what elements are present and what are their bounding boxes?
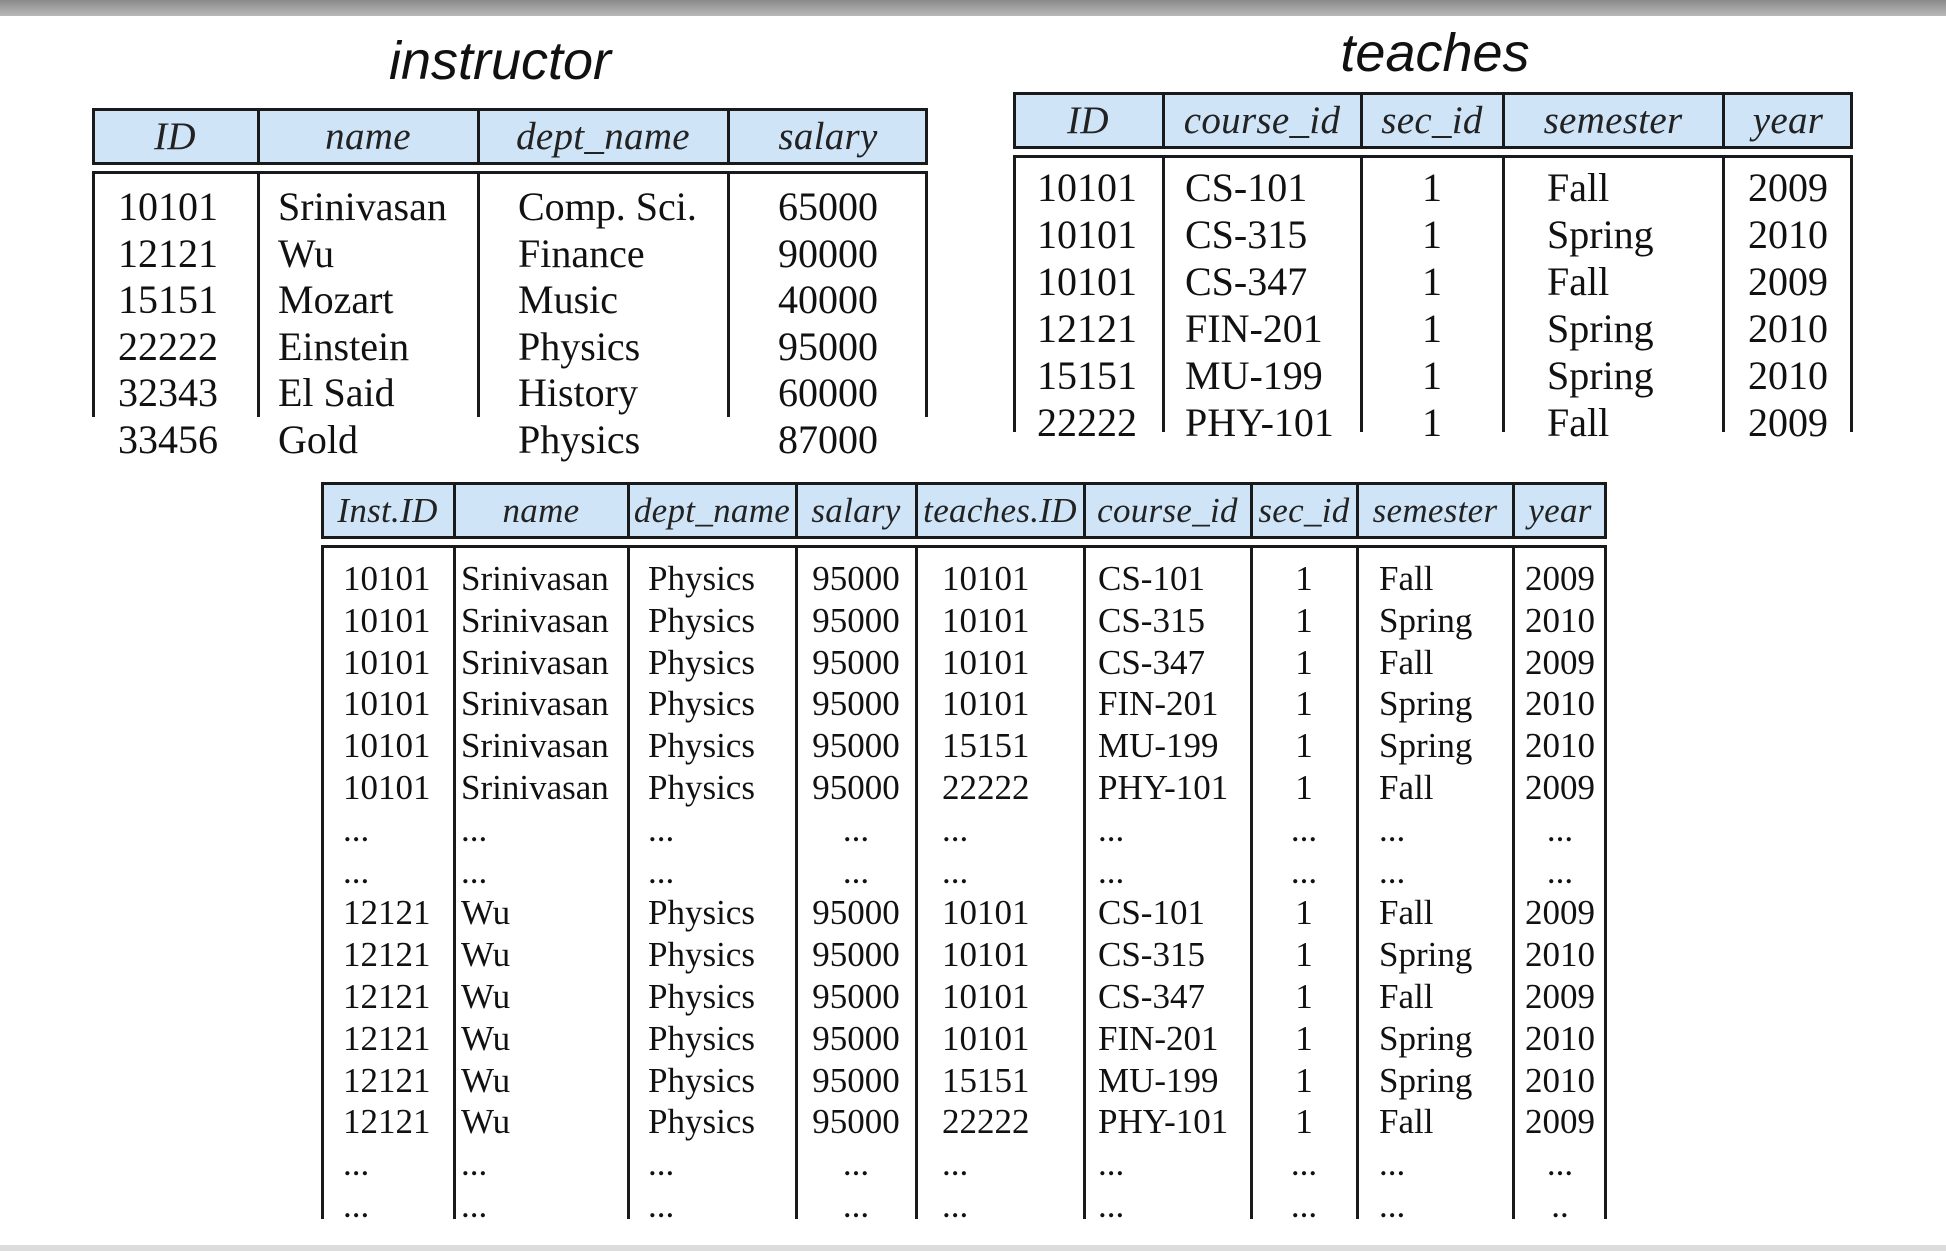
cell-id: 12121 [118, 230, 218, 276]
instructor-table [92, 108, 928, 462]
table-row [324, 683, 1604, 725]
cell-name: Wu [461, 893, 511, 933]
teaches-header-row [1013, 92, 1853, 149]
cell-dept-name: Physics [648, 1102, 755, 1142]
teaches-column-header-id: ID [1067, 99, 1109, 142]
cell-sec-id: 1 [1295, 684, 1313, 724]
cell-inst-id: 12121 [343, 893, 431, 933]
cell-name: Wu [461, 1102, 511, 1142]
cell-sec-id: ... [1290, 1144, 1318, 1184]
table-row [324, 1101, 1604, 1143]
cell-inst-id: 10101 [343, 768, 431, 807]
cell-year: 2010 [1748, 353, 1828, 398]
cell-semester: Spring [1547, 306, 1654, 351]
cell-id: 15151 [1037, 353, 1137, 398]
header-column-divider [1360, 95, 1363, 146]
cell-dept-name: Physics [648, 726, 755, 766]
cell-sec-id: 1 [1295, 1102, 1313, 1142]
header-column-divider [1083, 485, 1086, 536]
cell-id: 10101 [1037, 165, 1137, 210]
cell-salary: ... [842, 1186, 870, 1225]
cell-teaches-id: ... [942, 809, 969, 849]
cell-id: 12121 [1037, 306, 1137, 351]
cell-id: 10101 [1037, 259, 1137, 304]
cell-inst-id: 10101 [343, 600, 431, 640]
cell-name: Srinivasan [461, 684, 609, 724]
cell-name: Srinivasan [278, 184, 447, 229]
cell-name: ... [461, 1144, 488, 1184]
cell-sec-id: ... [1290, 1186, 1318, 1225]
cell-name: ... [461, 1186, 488, 1225]
table-row [324, 600, 1604, 642]
cartesian-product-table [321, 482, 1607, 1225]
product-column-header-dept-name: dept_name [633, 490, 791, 530]
cell-dept-name: Physics [648, 684, 755, 724]
header-column-divider [1162, 95, 1165, 146]
cell-dept-name: Physics [648, 600, 755, 640]
cell-sec-id: 1 [1295, 600, 1313, 640]
cell-dept-name: Physics [518, 416, 641, 462]
cell-course-id: CS-347 [1098, 977, 1205, 1016]
table-row [95, 277, 925, 324]
cell-semester: Spring [1547, 212, 1654, 257]
table-row [324, 809, 1604, 851]
cell-course-id: ... [1098, 809, 1125, 849]
cell-semester: Spring [1547, 353, 1654, 398]
cell-inst-id: 10101 [343, 726, 431, 766]
cell-year: 2010 [1525, 684, 1595, 724]
product-header-row [321, 482, 1607, 539]
product-column-header-semester: semester [1372, 490, 1498, 530]
cell-sec-id: 1 [1295, 977, 1313, 1016]
header-column-divider [1512, 485, 1515, 536]
cell-semester: ... [1379, 809, 1406, 849]
table-row [1016, 352, 1850, 399]
cell-dept-name: Physics [648, 893, 755, 933]
cell-teaches-id: ... [942, 851, 969, 891]
instructor-column-header-name: name [325, 115, 411, 158]
cell-course-id: PHY-101 [1185, 400, 1334, 445]
table-row [324, 934, 1604, 976]
instructor-header-row [92, 108, 928, 165]
cell-sec-id: ... [1290, 851, 1318, 891]
cell-teaches-id: 22222 [942, 768, 1030, 807]
cell-salary: 90000 [778, 230, 878, 276]
cell-teaches-id: 10101 [942, 600, 1030, 640]
table-row [324, 767, 1604, 809]
cell-sec-id: 1 [1295, 768, 1313, 807]
cell-dept-name: Physics [648, 1018, 755, 1058]
cell-teaches-id: 10101 [942, 642, 1030, 682]
cell-salary: 95000 [778, 323, 878, 369]
cell-id: 15151 [118, 277, 218, 322]
cell-inst-id: 12121 [343, 1102, 431, 1142]
cell-semester: Fall [1379, 559, 1434, 598]
product-column-header-salary: salary [811, 490, 901, 530]
table-row [324, 976, 1604, 1018]
cell-course-id: CS-315 [1098, 935, 1205, 975]
cell-sec-id: 1 [1422, 353, 1442, 398]
cell-teaches-id: 15151 [942, 1060, 1030, 1100]
product-column-header-year: year [1528, 490, 1592, 530]
header-column-divider [1250, 485, 1253, 536]
cell-semester: Spring [1379, 684, 1473, 724]
cell-semester: Spring [1379, 600, 1473, 640]
instructor-column-header-salary: salary [778, 115, 878, 158]
header-column-divider [915, 485, 918, 536]
product-column-header-teaches-id: teaches.ID [923, 490, 1077, 530]
header-column-divider [1356, 485, 1359, 536]
cell-name: El Said [278, 370, 395, 415]
cell-year: 2010 [1525, 935, 1595, 975]
cell-course-id: MU-199 [1098, 1060, 1219, 1100]
cell-salary: 95000 [812, 935, 900, 975]
cell-course-id: ... [1098, 1144, 1125, 1184]
cell-sec-id: 1 [1295, 642, 1313, 682]
header-column-divider [795, 485, 798, 536]
cell-salary: 95000 [812, 559, 900, 598]
cell-dept-name: Physics [648, 642, 755, 682]
header-column-divider [627, 485, 630, 536]
cell-dept-name: Physics [648, 559, 755, 598]
cell-id: 33456 [118, 416, 218, 462]
table-row [324, 1185, 1604, 1227]
cell-year: 2010 [1748, 212, 1828, 257]
cell-semester: Fall [1547, 400, 1610, 445]
cell-semester: Fall [1379, 642, 1434, 682]
teaches-column-header-sec-id: sec_id [1381, 99, 1483, 142]
cell-semester: Fall [1379, 977, 1434, 1016]
cell-year: 2009 [1525, 642, 1595, 682]
cell-salary: 95000 [812, 1102, 900, 1142]
table-row [324, 1143, 1604, 1185]
cell-id: 10101 [1037, 212, 1137, 257]
cell-semester: ... [1379, 1186, 1406, 1225]
table-row [324, 725, 1604, 767]
product-column-header-sec-id: sec_id [1258, 490, 1350, 530]
cell-dept-name: Music [518, 277, 618, 322]
product-column-header-name: name [502, 490, 580, 530]
teaches-column-header-year: year [1752, 99, 1824, 142]
cell-teaches-id: 15151 [942, 726, 1030, 766]
cell-course-id: ... [1098, 851, 1125, 891]
cell-dept-name: ... [648, 1144, 675, 1184]
cell-year: 2009 [1525, 768, 1595, 807]
cell-inst-id: 12121 [343, 935, 431, 975]
product-column-header-inst-id: Inst.ID [337, 490, 438, 530]
cell-inst-id: 10101 [343, 684, 431, 724]
cell-salary: ... [842, 809, 870, 849]
cell-year: ... [1546, 809, 1574, 849]
cell-course-id: PHY-101 [1098, 768, 1229, 807]
cell-id: 22222 [1037, 400, 1137, 445]
cell-year: ... [1546, 851, 1574, 891]
cell-year: 2010 [1748, 306, 1828, 351]
cell-year: 2010 [1525, 726, 1595, 766]
cell-id: 32343 [118, 370, 218, 415]
product-column-header-course-id: course_id [1097, 490, 1238, 530]
cell-salary: 95000 [812, 642, 900, 682]
cell-sec-id: 1 [1295, 935, 1313, 975]
cell-name: ... [461, 809, 488, 849]
cell-inst-id: 12121 [343, 1018, 431, 1058]
cell-salary: 95000 [812, 977, 900, 1016]
cell-name: Wu [461, 977, 511, 1016]
cell-salary: ... [842, 1144, 870, 1184]
cell-dept-name: Finance [518, 230, 645, 276]
table-row [1016, 399, 1850, 446]
cell-year: .. [1551, 1186, 1569, 1225]
cell-year: 2009 [1525, 893, 1595, 933]
cell-sec-id: 1 [1422, 400, 1442, 445]
cell-inst-id: 10101 [343, 642, 431, 682]
cell-semester: Fall [1379, 768, 1434, 807]
cell-year: ... [1546, 1144, 1574, 1184]
cell-salary: 95000 [812, 893, 900, 933]
cell-id: 22222 [118, 323, 218, 369]
cell-semester: Fall [1547, 259, 1610, 304]
cell-salary: 40000 [778, 277, 878, 322]
cell-inst-id: ... [343, 809, 370, 849]
header-column-divider [257, 111, 260, 162]
cell-sec-id: 1 [1422, 306, 1442, 351]
cell-teaches-id: 10101 [942, 935, 1030, 975]
table-row [324, 642, 1604, 684]
cell-name: Wu [461, 1060, 511, 1100]
cell-course-id: CS-315 [1098, 600, 1205, 640]
teaches-table-body [1013, 155, 1853, 445]
cell-salary: ... [842, 851, 870, 891]
cell-sec-id: 1 [1295, 559, 1313, 598]
header-column-divider [453, 485, 456, 536]
cell-name: Einstein [278, 323, 410, 369]
cell-name: Srinivasan [461, 726, 609, 766]
cell-sec-id: 1 [1295, 726, 1313, 766]
cell-teaches-id: 22222 [942, 1102, 1030, 1142]
cell-course-id: CS-101 [1098, 559, 1205, 598]
cell-name: Gold [278, 416, 358, 462]
cell-salary: 95000 [812, 768, 900, 807]
cell-salary: 95000 [812, 684, 900, 724]
cell-salary: 95000 [812, 600, 900, 640]
cell-dept-name: Physics [518, 323, 641, 369]
cell-year: 2009 [1525, 559, 1595, 598]
cell-name: Wu [278, 230, 335, 276]
cell-teaches-id: 10101 [942, 977, 1030, 1016]
header-column-divider [1502, 95, 1505, 146]
table-row [324, 558, 1604, 600]
instructor-column-header-dept-name: dept_name [516, 115, 690, 158]
cell-year: 2009 [1748, 259, 1828, 304]
cell-course-id: CS-101 [1098, 893, 1205, 933]
cell-teaches-id: 10101 [942, 893, 1030, 933]
cell-semester: ... [1379, 851, 1406, 891]
cell-course-id: PHY-101 [1098, 1102, 1229, 1142]
bottom-bar [0, 1245, 1946, 1251]
cell-name: Srinivasan [461, 559, 609, 598]
cell-inst-id: ... [343, 851, 370, 891]
cell-inst-id: 12121 [343, 1060, 431, 1100]
cell-year: 2009 [1748, 400, 1828, 445]
table-row [95, 324, 925, 371]
cell-name: Srinivasan [461, 600, 609, 640]
cell-semester: Spring [1379, 726, 1473, 766]
table-row [324, 1060, 1604, 1102]
cell-year: 2009 [1748, 165, 1828, 210]
cell-dept-name: Comp. Sci. [518, 184, 697, 229]
cell-salary: 95000 [812, 1060, 900, 1100]
cell-year: 2009 [1525, 977, 1595, 1016]
cell-semester: Spring [1379, 935, 1473, 975]
table-row [324, 1018, 1604, 1060]
teaches-column-header-course-id: course_id [1183, 99, 1341, 142]
cell-salary: 65000 [778, 184, 878, 229]
cell-name: Mozart [278, 277, 394, 322]
header-column-divider [727, 111, 730, 162]
table-row [324, 851, 1604, 893]
cell-sec-id: 1 [1295, 893, 1313, 933]
cell-semester: Fall [1379, 893, 1434, 933]
cell-inst-id: 12121 [343, 977, 431, 1016]
cell-year: 2009 [1525, 1102, 1595, 1142]
instructor-table-body [92, 171, 928, 462]
table-row [1016, 305, 1850, 352]
cell-name: Srinivasan [461, 642, 609, 682]
cell-salary: 95000 [812, 1018, 900, 1058]
table-row [95, 417, 925, 464]
top-bar [0, 0, 1946, 16]
header-column-divider [1722, 95, 1725, 146]
teaches-table [1013, 92, 1853, 445]
cell-course-id: CS-347 [1185, 259, 1308, 304]
cell-year: 2010 [1525, 600, 1595, 640]
cell-dept-name: ... [648, 851, 675, 891]
cell-course-id: MU-199 [1185, 353, 1323, 398]
cell-dept-name: Physics [648, 977, 755, 1016]
cell-dept-name: ... [648, 809, 675, 849]
cell-semester: Fall [1379, 1102, 1434, 1142]
cell-course-id: MU-199 [1098, 726, 1219, 766]
teaches-title: teaches [1340, 23, 1530, 83]
cell-salary: 87000 [778, 416, 878, 462]
cell-semester: ... [1379, 1144, 1406, 1184]
cell-sec-id: 1 [1295, 1018, 1313, 1058]
header-column-divider [477, 111, 480, 162]
cell-dept-name: Physics [648, 935, 755, 975]
cell-semester: Fall [1547, 165, 1610, 210]
cell-sec-id: 1 [1422, 259, 1442, 304]
cell-teaches-id: ... [942, 1186, 969, 1225]
cell-name: Srinivasan [461, 768, 609, 807]
cell-semester: Spring [1379, 1060, 1473, 1100]
cell-year: 2010 [1525, 1060, 1595, 1100]
table-row [1016, 211, 1850, 258]
cell-teaches-id: 10101 [942, 684, 1030, 724]
cell-salary: 95000 [812, 726, 900, 766]
table-row [324, 892, 1604, 934]
cell-course-id: FIN-201 [1098, 684, 1219, 724]
cell-teaches-id: ... [942, 1144, 969, 1184]
cell-sec-id: 1 [1422, 165, 1442, 210]
table-row [95, 370, 925, 417]
cell-course-id: FIN-201 [1098, 1018, 1219, 1058]
cell-year: 2010 [1525, 1018, 1595, 1058]
cell-name: Wu [461, 1018, 511, 1058]
cell-sec-id: 1 [1295, 1060, 1313, 1100]
table-row [1016, 164, 1850, 211]
cell-sec-id: ... [1290, 809, 1318, 849]
instructor-column-header-id: ID [154, 115, 196, 158]
cell-name: ... [461, 851, 488, 891]
cell-name: Wu [461, 935, 511, 975]
cell-teaches-id: 10101 [942, 1018, 1030, 1058]
product-table-body [321, 545, 1607, 1225]
cell-dept-name: ... [648, 1186, 675, 1225]
table-row [95, 231, 925, 278]
cell-inst-id: 10101 [343, 559, 431, 598]
instructor-title: instructor [388, 31, 612, 91]
cell-dept-name: Physics [648, 768, 755, 807]
table-row [1016, 258, 1850, 305]
cell-id: 10101 [118, 184, 218, 229]
cell-course-id: CS-347 [1098, 642, 1205, 682]
cell-dept-name: Physics [648, 1060, 755, 1100]
teaches-column-header-semester: semester [1543, 99, 1683, 142]
table-row [95, 184, 925, 231]
cell-course-id: CS-315 [1185, 212, 1308, 257]
cell-course-id: CS-101 [1185, 165, 1308, 210]
cell-course-id: FIN-201 [1185, 306, 1323, 351]
cell-teaches-id: 10101 [942, 559, 1030, 598]
cell-inst-id: ... [343, 1144, 370, 1184]
cell-sec-id: 1 [1422, 212, 1442, 257]
cell-salary: 60000 [778, 370, 878, 415]
cell-course-id: ... [1098, 1186, 1125, 1225]
cell-semester: Spring [1379, 1018, 1473, 1058]
cell-inst-id: ... [343, 1186, 370, 1225]
cell-dept-name: History [518, 370, 638, 415]
